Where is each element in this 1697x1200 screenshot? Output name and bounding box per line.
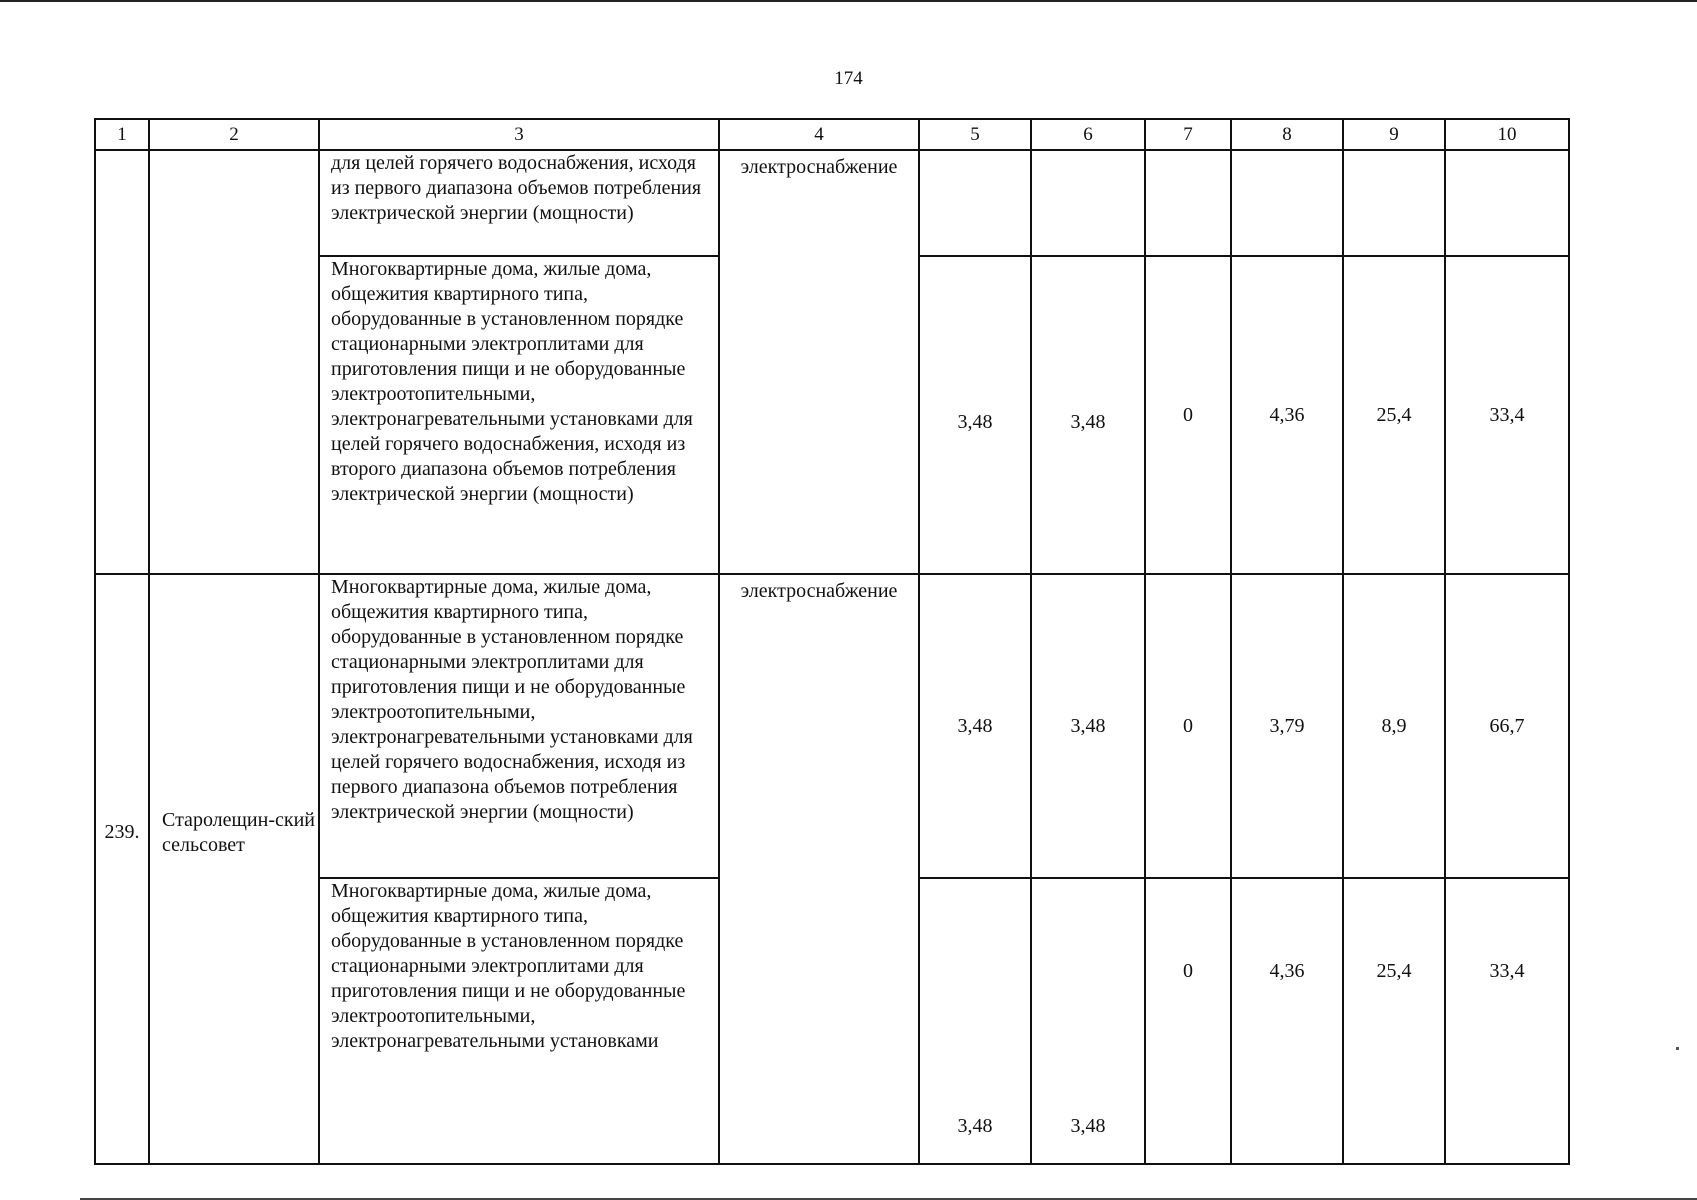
value-cell: 4,36 [1231, 256, 1343, 574]
description-cell: для целей горячего водоснабжения, исходя из первого диапазона объемов потребления электрической энергии (мощности) [319, 150, 719, 256]
value-cell: 0 [1145, 878, 1231, 1164]
column-header: 6 [1031, 119, 1145, 150]
value-cell [1343, 150, 1445, 256]
column-header: 10 [1445, 119, 1569, 150]
settlement-cell: Старолещин-ский сельсовет [149, 574, 319, 1164]
description-cell: Многоквартирные дома, жилые дома, общежития квартирного типа, оборудованные в установленном порядке стационарными электроплитами для приготовления пищи и не оборудованные электроотопительными, электронагревательными установками для целей горячего водоснабжения, исходя из первого диапазона объемов потребления электрической энергии (мощности) [319, 574, 719, 878]
value-cell: 4,36 [1231, 878, 1343, 1164]
value-cell [1145, 150, 1231, 256]
settlement-cell [149, 150, 319, 574]
value-cell [919, 150, 1031, 256]
value-cell: 3,48 [919, 878, 1031, 1164]
row-number-cell [95, 150, 149, 574]
value-cell: 8,9 [1343, 574, 1445, 878]
column-header: 2 [149, 119, 319, 150]
value-cell [1231, 150, 1343, 256]
table-row [95, 150, 1569, 256]
column-header: 1 [95, 119, 149, 150]
service-cell: электроснабжение [719, 574, 919, 1164]
value-cell: 3,48 [1031, 574, 1145, 878]
column-header: 8 [1231, 119, 1343, 150]
column-header: 4 [719, 119, 919, 150]
tariff-table [94, 118, 1570, 1165]
value-cell: 66,7 [1445, 574, 1569, 878]
column-header: 9 [1343, 119, 1445, 150]
value-cell: 33,4 [1445, 878, 1569, 1164]
service-cell: электроснабжение [719, 150, 919, 574]
value-cell: 33,4 [1445, 256, 1569, 574]
value-cell: 3,48 [919, 574, 1031, 878]
header-row [95, 119, 1569, 150]
column-header: 7 [1145, 119, 1231, 150]
description-cell: Многоквартирные дома, жилые дома, общежития квартирного типа, оборудованные в установленном порядке стационарными электроплитами для приготовления пищи и не оборудованные электроотопительными, электронагревательными установками [319, 878, 719, 1164]
scan-border-top [0, 0, 1697, 2]
value-cell: 3,48 [1031, 256, 1145, 574]
value-cell: 25,4 [1343, 256, 1445, 574]
value-cell: 3,79 [1231, 574, 1343, 878]
column-header: 3 [319, 119, 719, 150]
table-row [95, 574, 1569, 878]
value-cell [1031, 150, 1145, 256]
value-cell: 3,48 [1031, 878, 1145, 1164]
value-cell [1445, 150, 1569, 256]
scan-speck [1676, 1047, 1679, 1050]
value-cell: 25,4 [1343, 878, 1445, 1164]
value-cell: 0 [1145, 574, 1231, 878]
row-number-cell: 239. [95, 574, 149, 1164]
column-header: 5 [919, 119, 1031, 150]
value-cell: 3,48 [919, 256, 1031, 574]
page-number: 174 [834, 68, 863, 89]
value-cell: 0 [1145, 256, 1231, 574]
description-cell: Многоквартирные дома, жилые дома, общежития квартирного типа, оборудованные в установленном порядке стационарными электроплитами для приготовления пищи и не оборудованные электроотопительными, электронагревательными установками для целей горячего водоснабжения, исходя из второго диапазона объемов потребления электрической энергии (мощности) [319, 256, 719, 574]
